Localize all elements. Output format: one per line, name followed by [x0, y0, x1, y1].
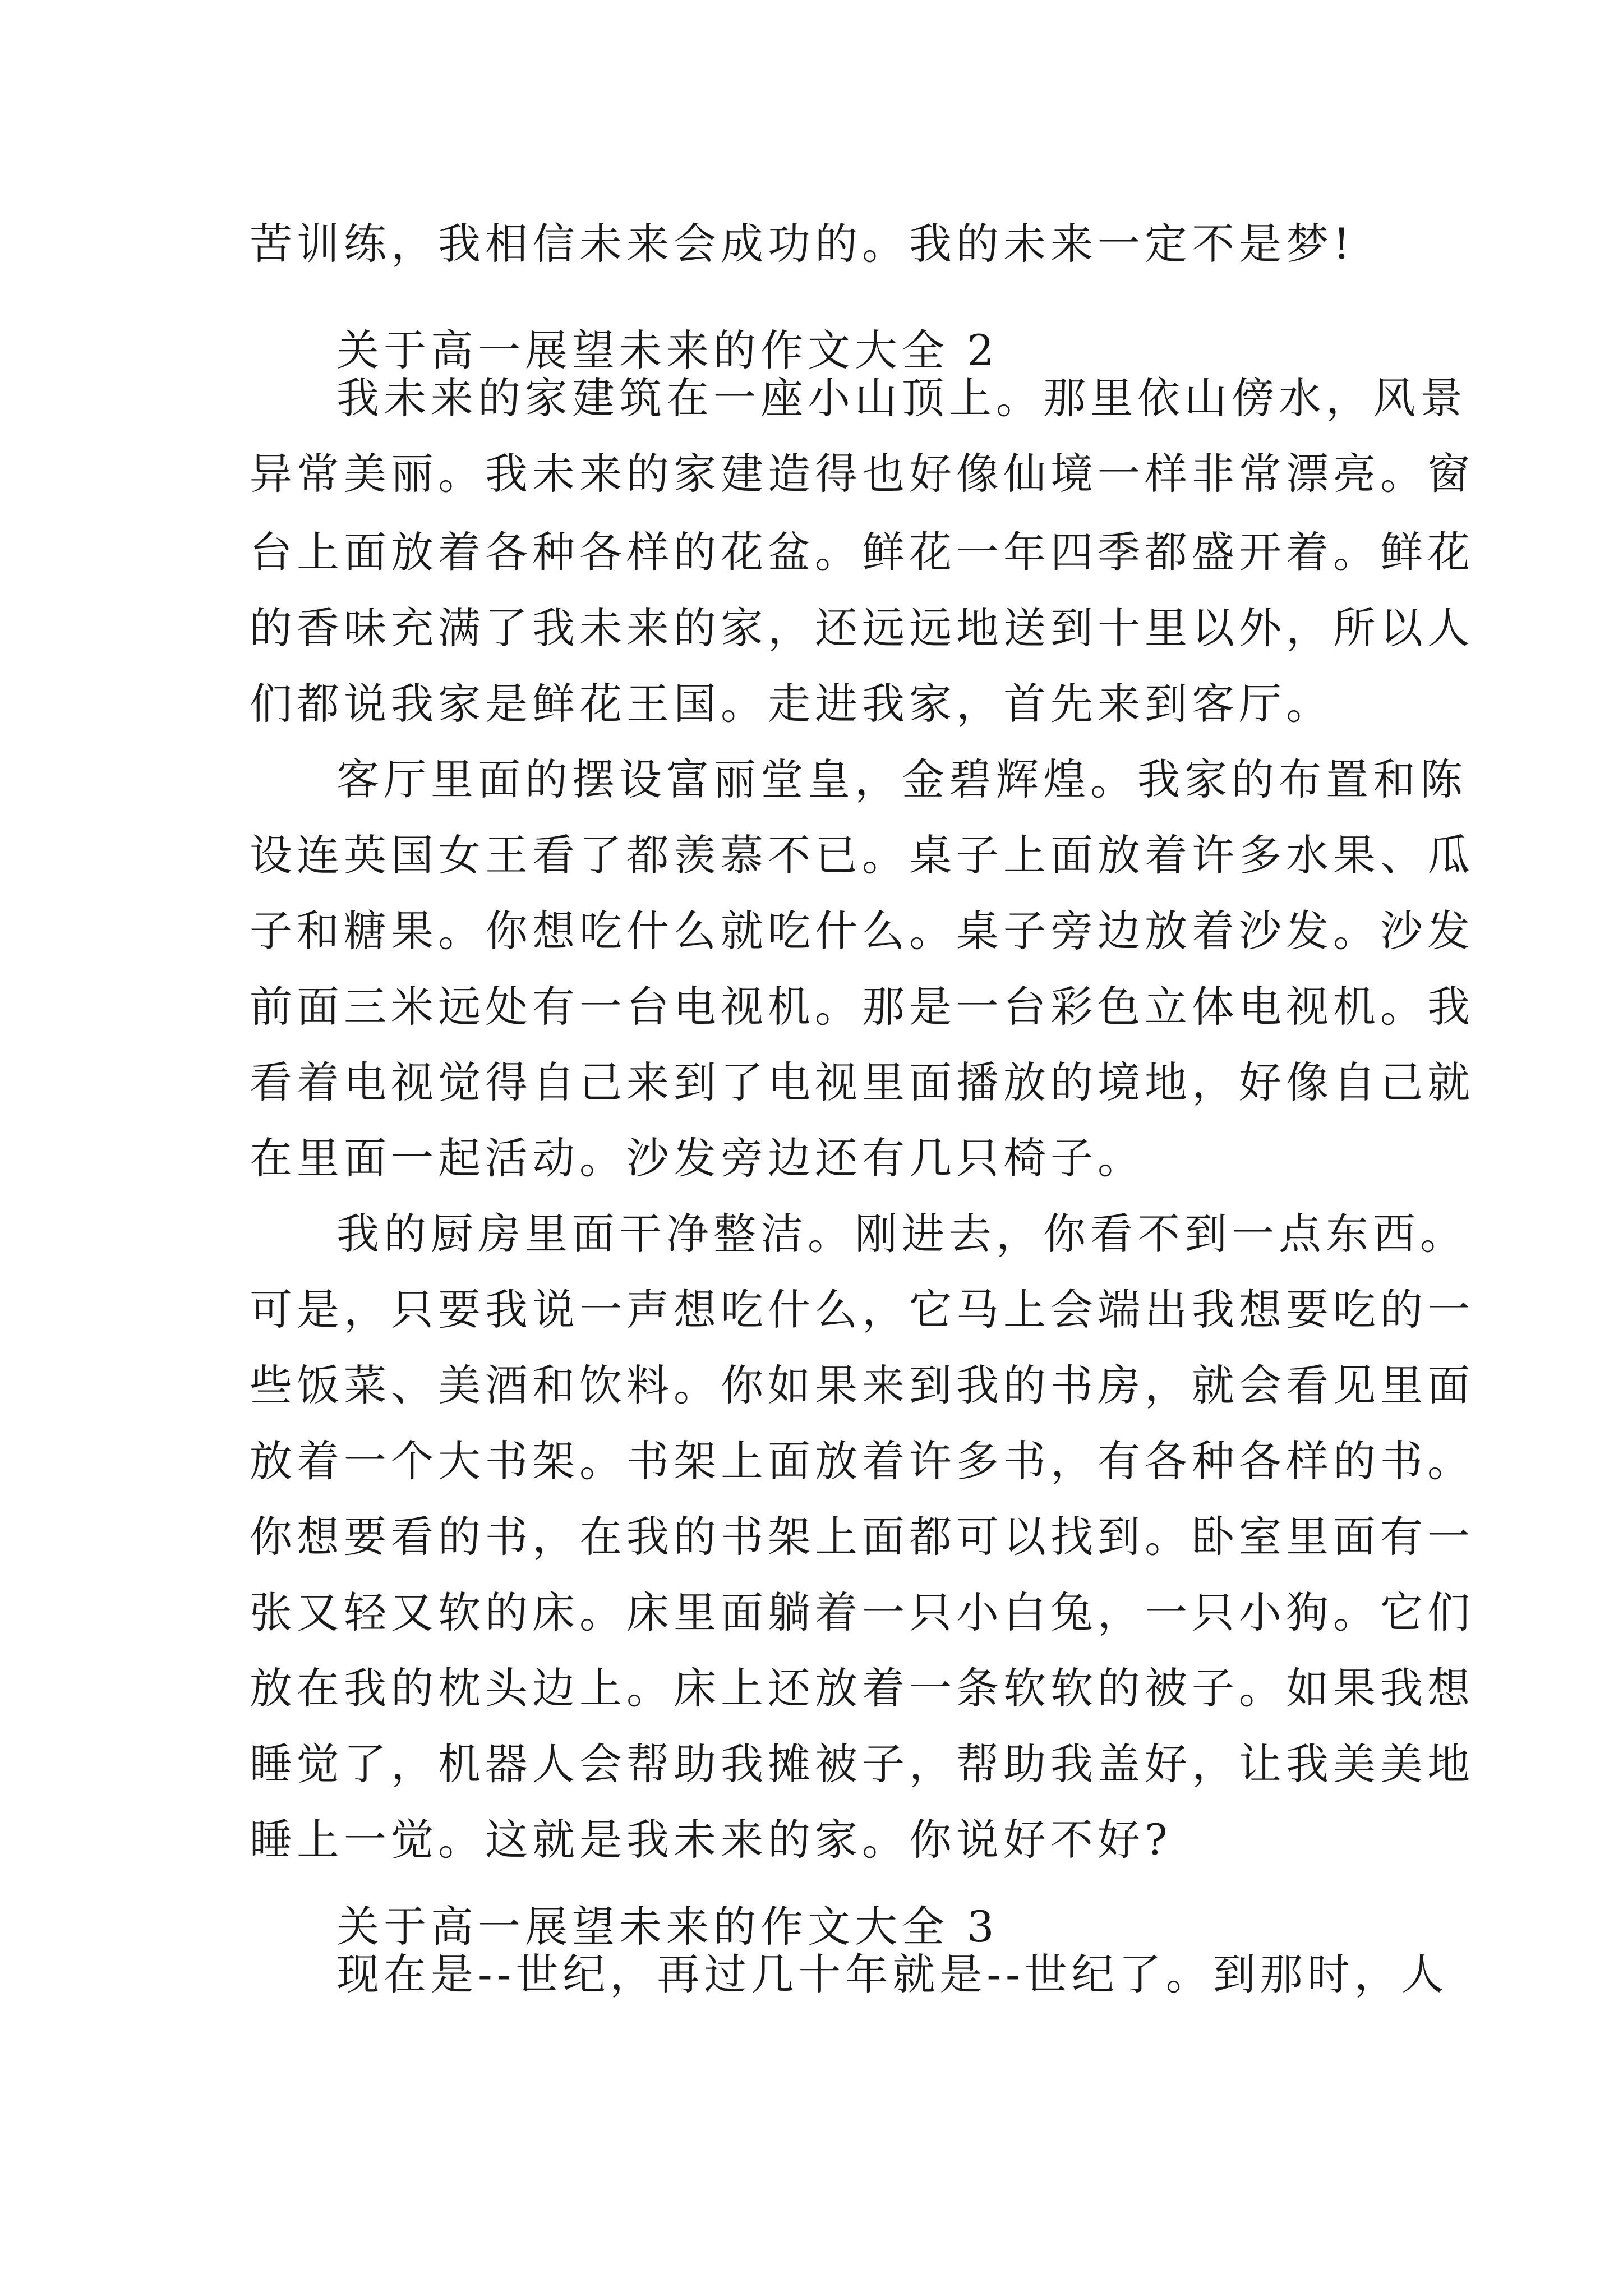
- text-line: 子和糖果。你想吃什么就吃什么。桌子旁边放着沙发。沙发: [250, 906, 1474, 956]
- text-line: 睡上一觉。这就是我未来的家。你说好不好?: [250, 1815, 1172, 1865]
- text-line: 苦训练，我相信未来会成功的。我的未来一定不是梦!: [250, 219, 1355, 269]
- text-line: 现在是--世纪，再过几十年就是--世纪了。到那时，人: [336, 1949, 1449, 1999]
- text-line: 我未来的家建筑在一座小山顶上。那里依山傍水，风景: [336, 373, 1467, 423]
- text-line: 的香味充满了我未来的家，还远远地送到十里以外，所以人: [250, 603, 1474, 653]
- text-line: 看着电视觉得自己来到了电视里面播放的境地，好像自己就: [250, 1057, 1474, 1107]
- text-line: 异常美丽。我未来的家建造得也好像仙境一样非常漂亮。窗: [250, 449, 1474, 499]
- text-line: 些饭菜、美酒和饮料。你如果来到我的书房，就会看见里面: [250, 1360, 1474, 1410]
- text-line: 我的厨房里面干净整洁。刚进去，你看不到一点东西。: [336, 1209, 1467, 1259]
- section-heading: 关于高一展望未来的作文大全 3: [336, 1902, 999, 1952]
- text-line: 在里面一起活动。沙发旁边还有几只椅子。: [250, 1133, 1145, 1183]
- text-line: 前面三米远处有一台电视机。那是一台彩色立体电视机。我: [250, 982, 1474, 1032]
- text-line: 你想要看的书，在我的书架上面都可以找到。卧室里面有一: [250, 1512, 1474, 1562]
- section-heading: 关于高一展望未来的作文大全 2: [336, 325, 999, 375]
- text-line: 睡觉了，机器人会帮助我摊被子，帮助我盖好，让我美美地: [250, 1739, 1474, 1789]
- text-line: 张又轻又软的床。床里面躺着一只小白兔，一只小狗。它们: [250, 1588, 1474, 1637]
- text-line: 可是，只要我说一声想吃什么，它马上会端出我想要吃的一: [250, 1285, 1474, 1335]
- text-line: 放着一个大书架。书架上面放着许多书，有各种各样的书。: [250, 1436, 1474, 1486]
- text-line: 客厅里面的摆设富丽堂皇，金碧辉煌。我家的布置和陈: [336, 754, 1467, 804]
- text-line: 设连英国女王看了都羡慕不已。桌子上面放着许多水果、瓜: [250, 830, 1474, 880]
- text-line: 们都说我家是鲜花王国。走进我家，首先来到客厅。: [250, 679, 1333, 729]
- text-line: 放在我的枕头边上。床上还放着一条软软的被子。如果我想: [250, 1663, 1474, 1713]
- text-line: 台上面放着各种各样的花盆。鲜花一年四季都盛开着。鲜花: [250, 527, 1474, 577]
